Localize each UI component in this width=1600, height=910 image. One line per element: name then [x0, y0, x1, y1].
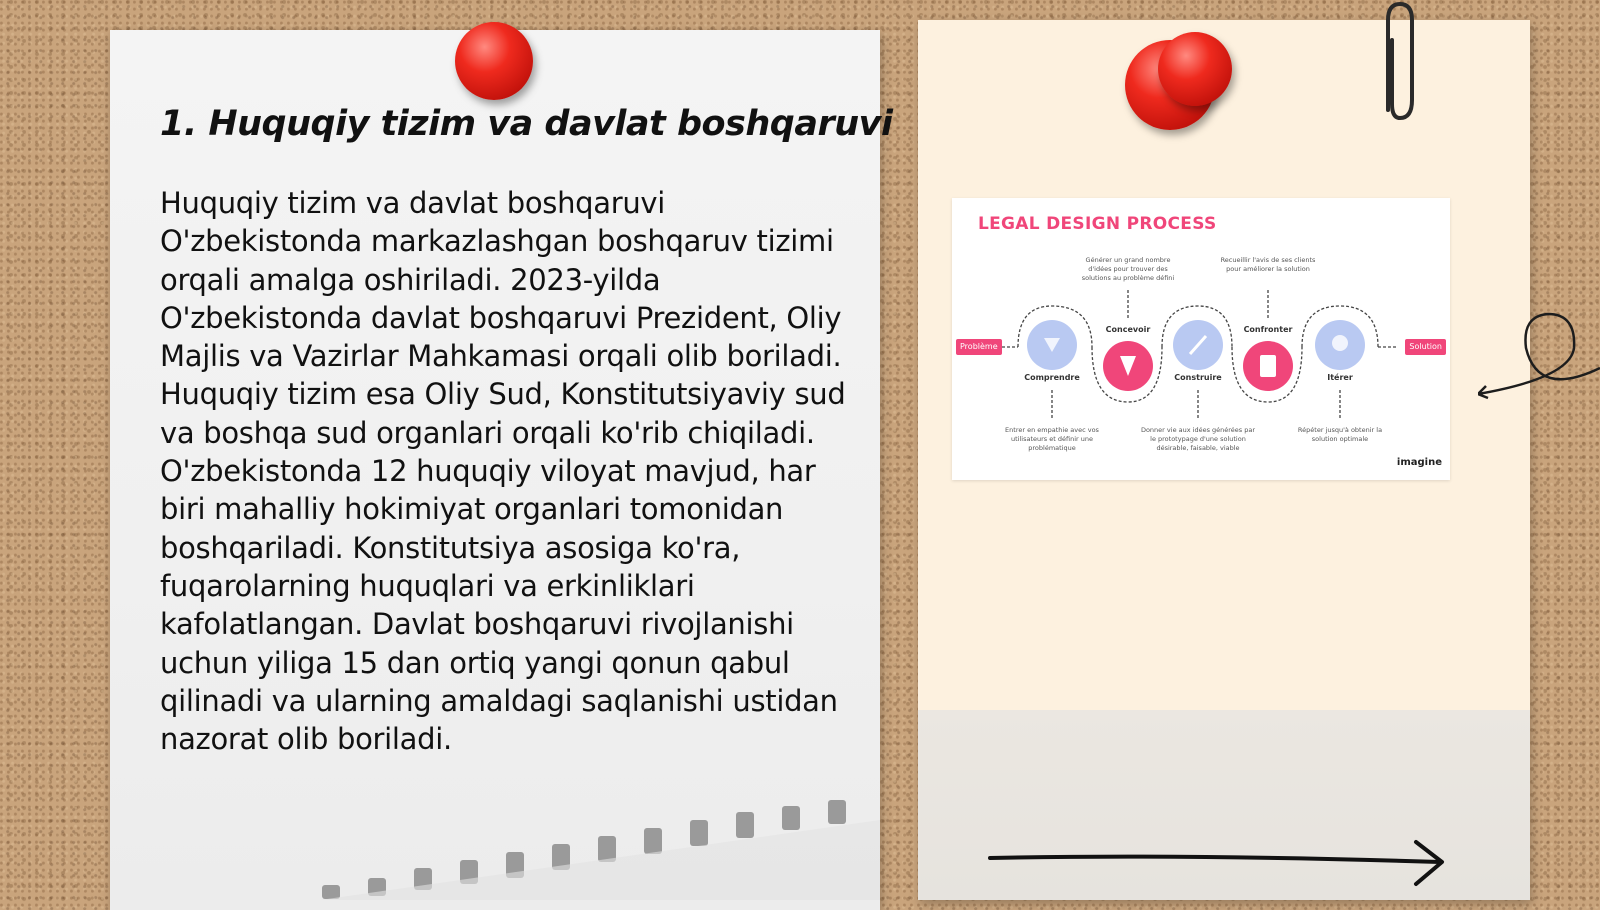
- stage-label-confronter: Confronter: [1243, 325, 1293, 334]
- stage-label-iterer: Itérer: [1327, 373, 1353, 382]
- body-paragraph: Huquqiy tizim va davlat boshqaruvi O'zbekistonda markazlashgan boshqaruv tizimi orqali amalga oshiriladi. 2023-yilda O'zbekistonda davlat boshqaruvi Prezident, Oliy Majlis va Vazirlar Mahkamasi orqali olib boriladi. Huquqiy tizim esa Oliy Sud, Konstitutsiyaviy sud va boshqa sud organlari orqali ko'rib chiqiladi. O'zbekistonda 12 huquqiy viloyat mavjud, har biri mahalliy hokimiyat organlari tomonidan boshqariladi. Konstitutsiya asosiga ko'ra, fuqarolarning huquqlari va erkinliklari kafolatlangan. Davlat boshqaruvi rivojlanishi uchun yiliga 15 dan ortiq yangi qonun qabul qilinadi va ularning amaldagi saqlanishi ustidan nazorat olib boriladi.: [160, 186, 846, 757]
- caption-bottom-1: Entrer en empathie avec vos utilisateurs et définir une problématique: [1005, 426, 1099, 452]
- red-pushpin-right-head: [1158, 32, 1232, 106]
- stage-label-comprendre: Comprendre: [1024, 373, 1080, 382]
- spiral-binding: [320, 800, 880, 900]
- stage-label-concevoir: Concevoir: [1105, 325, 1151, 334]
- paperclip-icon: [1378, 0, 1418, 125]
- caption-top-1: Générer un grand nombre d'idées pour trouver des solutions au problème défini: [1081, 256, 1175, 282]
- curly-arrow-icon: [1478, 308, 1600, 408]
- end-tag: Solution: [1405, 339, 1446, 355]
- caption-bottom-2: Donner vie aux idées générées par le prototypage d'une solution désirable, faisable, viable: [1140, 426, 1256, 452]
- red-pushpin-left: [455, 22, 533, 100]
- arrow-right-icon: [988, 836, 1448, 896]
- caption-bottom-3: Répéter jusqu'à obtenir la solution optimale: [1297, 426, 1383, 443]
- start-tag: Problème: [956, 339, 1002, 355]
- caption-top-2: Recueillir l'avis de ses clients pour améliorer la solution: [1220, 256, 1316, 273]
- page-title: 1. Huquqiy tizim va davlat boshqaruvi: [160, 104, 893, 144]
- stage-label-construire: Construire: [1174, 373, 1222, 382]
- brand-logo: imagine: [1396, 457, 1442, 468]
- infographic-title: LEGAL DESIGN PROCESS: [978, 214, 1217, 234]
- legal-design-infographic: [952, 198, 1450, 480]
